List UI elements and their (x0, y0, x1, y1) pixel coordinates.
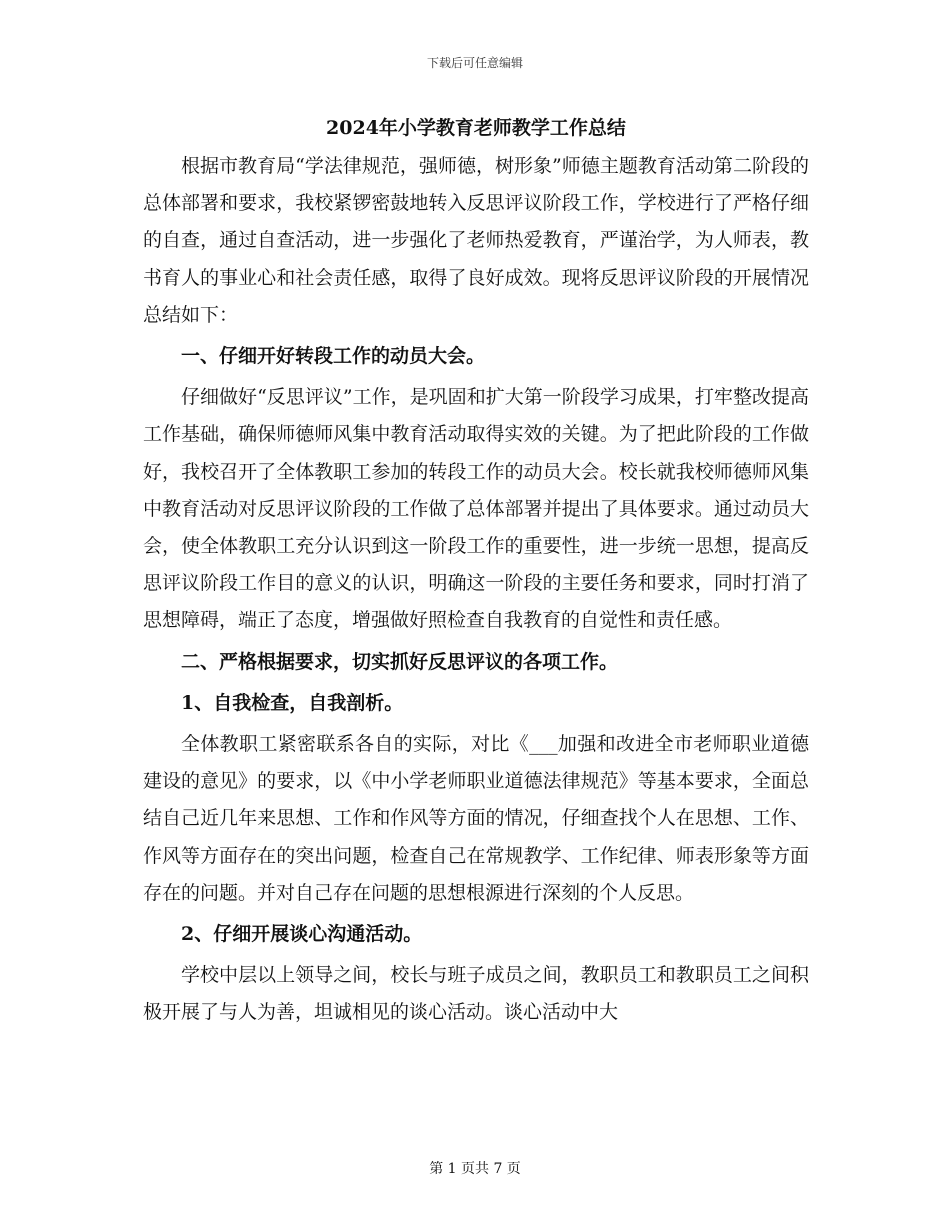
paragraph-section-1: 仔细做好“反思评议”工作，是巩固和扩大第一阶段学习成果，打牢整改提高工作基础，确保师德师风集中教育活动取得实效的关键。为了把此阶段的工作做好，我校召开了全体教职工参加的转段工作的动员大会。校长就我校师德师风集中教育活动对反思评议阶段的工作做了总体部署并提出了具体要求。通过动员大会，使全体教职工充分认识到这一阶段工作的重要性，进一步统一思想，提高反思评议阶段工作目的意义的认识，明确这一阶段的主要任务和要求，同时打消了思想障碍，端正了态度，增强做好照检查自我教育的自觉性和责任感。 (143, 386, 809, 632)
subsection-heading-2: 2、仔细开展谈心沟通活动。 (181, 923, 423, 946)
page-footer: 第 1 页共 7 页 (429, 1161, 521, 1177)
paragraph-subsection-1: 全体教职工紧密联系各自的实际，对比《___加强和改进全市老师职业道德建设的意见》的要求，以《中小学老师职业道德法律规范》等基本要求，全面总结自己近几年来思想、工作和作风等方面的情况，仔细查找个人在思想、工作、作风等方面存在的突出问题，检查自己在常规教学、工作纪律、师表形象等方面存在的问题。并对自己存在问题的思想根源进行深刻的个人反思。 (143, 733, 809, 904)
paragraph-intro: 根据市教育局“学法律规范，强师德，树形象”师德主题教育活动第二阶段的总体部署和要求，我校紧锣密鼓地转入反思评议阶段工作，学校进行了严格仔细的自查，通过自查活动，进一步强化了老师热爱教育，严谨治学，为人师表，教书育人的事业心和社会责任感，取得了良好成效。现将反思评议阶段的开展情况总结如下： (143, 155, 809, 326)
subsection-heading-1: 1、自我检查，自我剖析。 (181, 691, 404, 714)
document-body (143, 114, 809, 1032)
document-title: 2024年小学教育老师教学工作总结 (326, 117, 626, 139)
section-heading-2: 二、严格根据要求，切实抓好反思评议的各项工作。 (181, 650, 619, 673)
paragraph-subsection-2: 学校中层以上领导之间，校长与班子成员之间，教职员工和教职员工之间积极开展了与人为善，坦诚相见的谈心活动。谈心活动中大 (143, 964, 809, 1024)
page-header: 下载后可任意编辑 (426, 56, 523, 70)
section-heading-1: 一、仔细开好转段工作的动员大会。 (181, 345, 486, 368)
